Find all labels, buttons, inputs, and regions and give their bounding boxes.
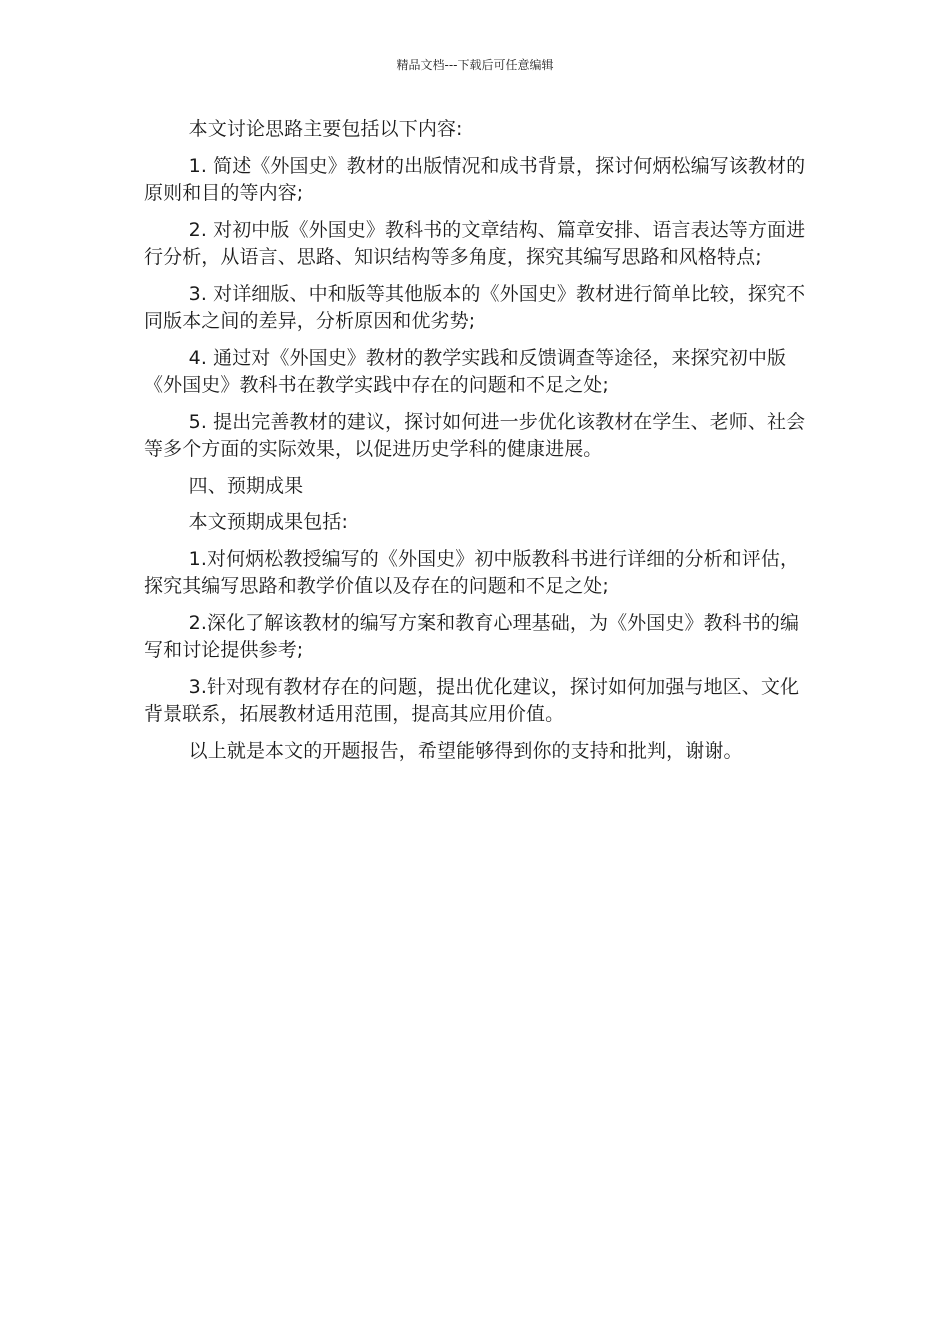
document-body [144, 116, 809, 774]
list-item-5: 5. 提出完善教材的建议，探讨如何进一步优化该教材在学生、老师、社会等多个方面的实际效果，以促进历史学科的健康进展。 [144, 410, 806, 460]
closing-paragraph: 以上就是本文的开题报告，希望能够得到你的支持和批判，谢谢。 [188, 739, 743, 762]
result-item-1: 1.对何炳松教授编写的《外国史》初中版教科书进行详细的分析和评估，探究其编写思路和教学价值以及存在的问题和不足之处; [144, 547, 800, 597]
results-intro-paragraph: 本文预期成果包括: [188, 511, 348, 533]
intro-paragraph: 本文讨论思路主要包括以下内容: [188, 118, 463, 140]
result-item-3: 3.针对现有教材存在的问题，提出优化建议，探讨如何加强与地区、文化背景联系，拓展教材适用范围，提高其应用价值。 [144, 675, 800, 725]
section-heading: 四、预期成果 [188, 474, 304, 497]
list-item-3: 3. 对详细版、中和版等其他版本的《外国史》教材进行简单比较，探究不同版本之间的差异，分析原因和优劣势; [144, 282, 806, 332]
page-header: 精品文档---下载后可任意编辑 [396, 58, 554, 72]
list-item-4: 4. 通过对《外国史》教材的教学实践和反馈调查等途径，来探究初中版《外国史》教科书在教学实践中存在的问题和不足之处; [144, 346, 787, 396]
list-item-1: 1. 简述《外国史》教材的出版情况和成书背景，探讨何炳松编写该教材的原则和目的等内容; [144, 154, 806, 204]
list-item-2: 2. 对初中版《外国史》教科书的文章结构、篇章安排、语言表达等方面进行分析，从语言、思路、知识结构等多角度，探究其编写思路和风格特点; [144, 218, 806, 268]
result-item-2: 2.深化了解该教材的编写方案和教育心理基础，为《外国史》教科书的编写和讨论提供参考; [144, 611, 800, 661]
